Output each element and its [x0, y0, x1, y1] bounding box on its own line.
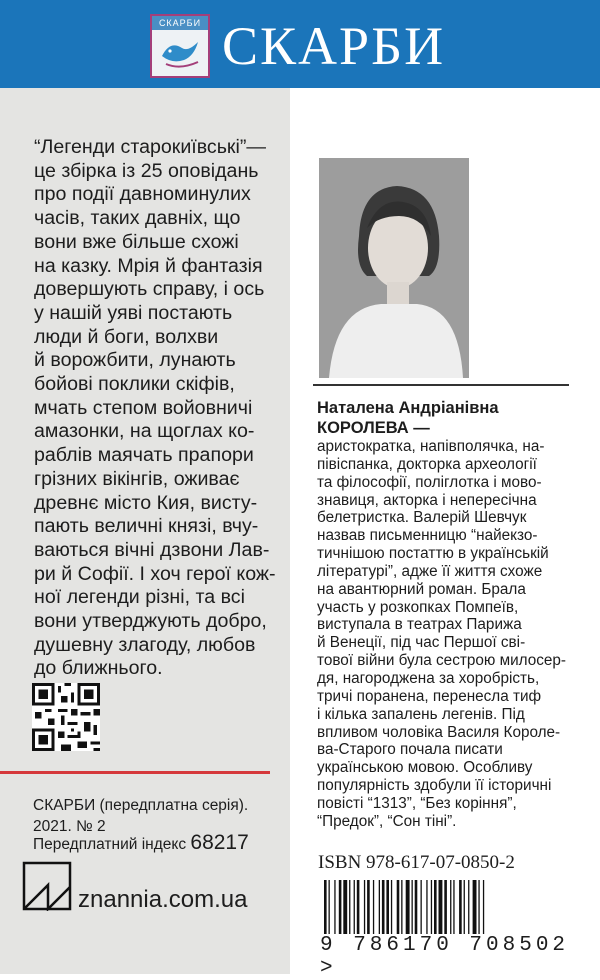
annotation-line: ної легенди різні, та всі	[34, 586, 245, 609]
book-annotation	[34, 136, 279, 681]
bio-line: “Предок”, “Сон тіні”.	[317, 812, 457, 830]
bio-line: повісті “1313”, “Без коріння”,	[317, 794, 517, 812]
bio-line: аристократка, напівполячка, на-	[317, 438, 545, 455]
bio-line: літературі”, адже її життя схоже	[317, 562, 543, 580]
bio-line: ва-Старого почала писати	[317, 741, 503, 759]
divider-line	[0, 771, 270, 774]
author-surname: КОРОЛЕВА —	[317, 419, 430, 437]
qr-code[interactable]	[32, 683, 100, 751]
author-bio	[317, 398, 579, 831]
annotation-line: душевну злагоду, любов	[34, 633, 256, 656]
bird-icon	[158, 34, 204, 74]
index-value: 68217	[190, 831, 249, 854]
annotation-line: довершують справу, і ось	[34, 278, 265, 301]
bio-line: та філософії, поліглотка і мово-	[317, 473, 542, 491]
photo-divider	[313, 384, 569, 386]
series-logo	[150, 14, 210, 78]
author-name: Наталена Андріанівна	[317, 399, 499, 417]
series-logo-label: СКАРБИ	[152, 16, 208, 30]
annotation-line: древнє місто Кия, висту-	[34, 491, 258, 514]
bio-line: й Венеції, під час Першої сві-	[317, 634, 526, 652]
bio-line: белетристка. Валерій Шевчук	[317, 509, 527, 527]
series-header	[0, 0, 600, 88]
bio-line: участь у розкопках Помпеїв,	[317, 598, 519, 616]
annotation-line: люди й боги, волхви	[34, 325, 219, 348]
annotation-line: до ближнього.	[34, 657, 163, 680]
bio-line: популярність здобули її історичні	[317, 777, 552, 795]
bio-line: українською мовою. Особливу	[317, 759, 533, 777]
annotation-line: пають величні князі, вчу-	[34, 515, 259, 538]
bio-line: півіспанка, докторка археології	[317, 455, 537, 473]
annotation-line: це збірка із 25 оповідань	[34, 159, 259, 182]
bio-line: виступала в театрах Парижа	[317, 616, 522, 634]
subscription-index	[33, 832, 249, 856]
annotation-line: ваються вічні дзвони Лав-	[34, 538, 270, 561]
index-label: Передплатний індекс	[33, 836, 187, 853]
annotation-line: амазонки, на щоглах ко-	[34, 420, 255, 443]
annotation-line: й ворожбити, лунають	[34, 349, 236, 372]
bio-line: тової війни була сестрою милосер-	[317, 652, 567, 670]
author-portrait	[319, 158, 469, 378]
bio-line: на авантюрний роман. Брала	[317, 580, 526, 598]
annotation-line: вони вже більше схожі	[34, 230, 239, 253]
series-info-issue: 2021. № 2	[33, 818, 106, 835]
bio-line: знавиця, акторка і непересічна	[317, 491, 537, 509]
annotation-line: бойові поклики скіфів,	[34, 373, 235, 396]
annotation-line: грізних вікінгів, оживає	[34, 467, 240, 490]
bio-line: впливом чоловіка Василя Короле-	[317, 723, 561, 741]
bio-line: дя, нагороджена за хоробрість,	[317, 669, 540, 687]
bio-line: тричі поранена, перенесла тиф	[317, 687, 542, 705]
bio-line: тичнішою постаттю в українській	[317, 545, 549, 563]
annotation-line: у нашій уяві постають	[34, 301, 233, 324]
publisher-logo-icon	[22, 861, 72, 911]
publisher-website-link[interactable]: znannia.com.ua	[78, 886, 248, 913]
annotation-line: на казку. Мрія й фантазія	[34, 254, 263, 277]
annotation-line: вони утверджують добро,	[34, 610, 267, 633]
barcode-digits: 9 786170 708502 >	[318, 934, 600, 980]
annotation-line: мчать степом войовничі	[34, 396, 253, 419]
annotation-line: “Легенди старокиївські”—	[34, 136, 266, 158]
isbn-number: ISBN 978-617-07-0850-2	[318, 852, 515, 873]
bio-line: назвав письменницю “найекзо-	[317, 527, 538, 545]
annotation-line: часів, таких давніх, що	[34, 207, 241, 230]
bio-line: і кілька запалень легенів. Під	[317, 705, 525, 723]
annotation-line: ри й Софії. І хоч герої кож-	[34, 562, 276, 585]
series-info-line: СКАРБИ (передплатна серія).	[33, 797, 249, 814]
annotation-line: раблів маячать прапори	[34, 444, 254, 467]
annotation-line: про події давноминулих	[34, 183, 251, 206]
series-title: СКАРБИ	[222, 16, 446, 76]
